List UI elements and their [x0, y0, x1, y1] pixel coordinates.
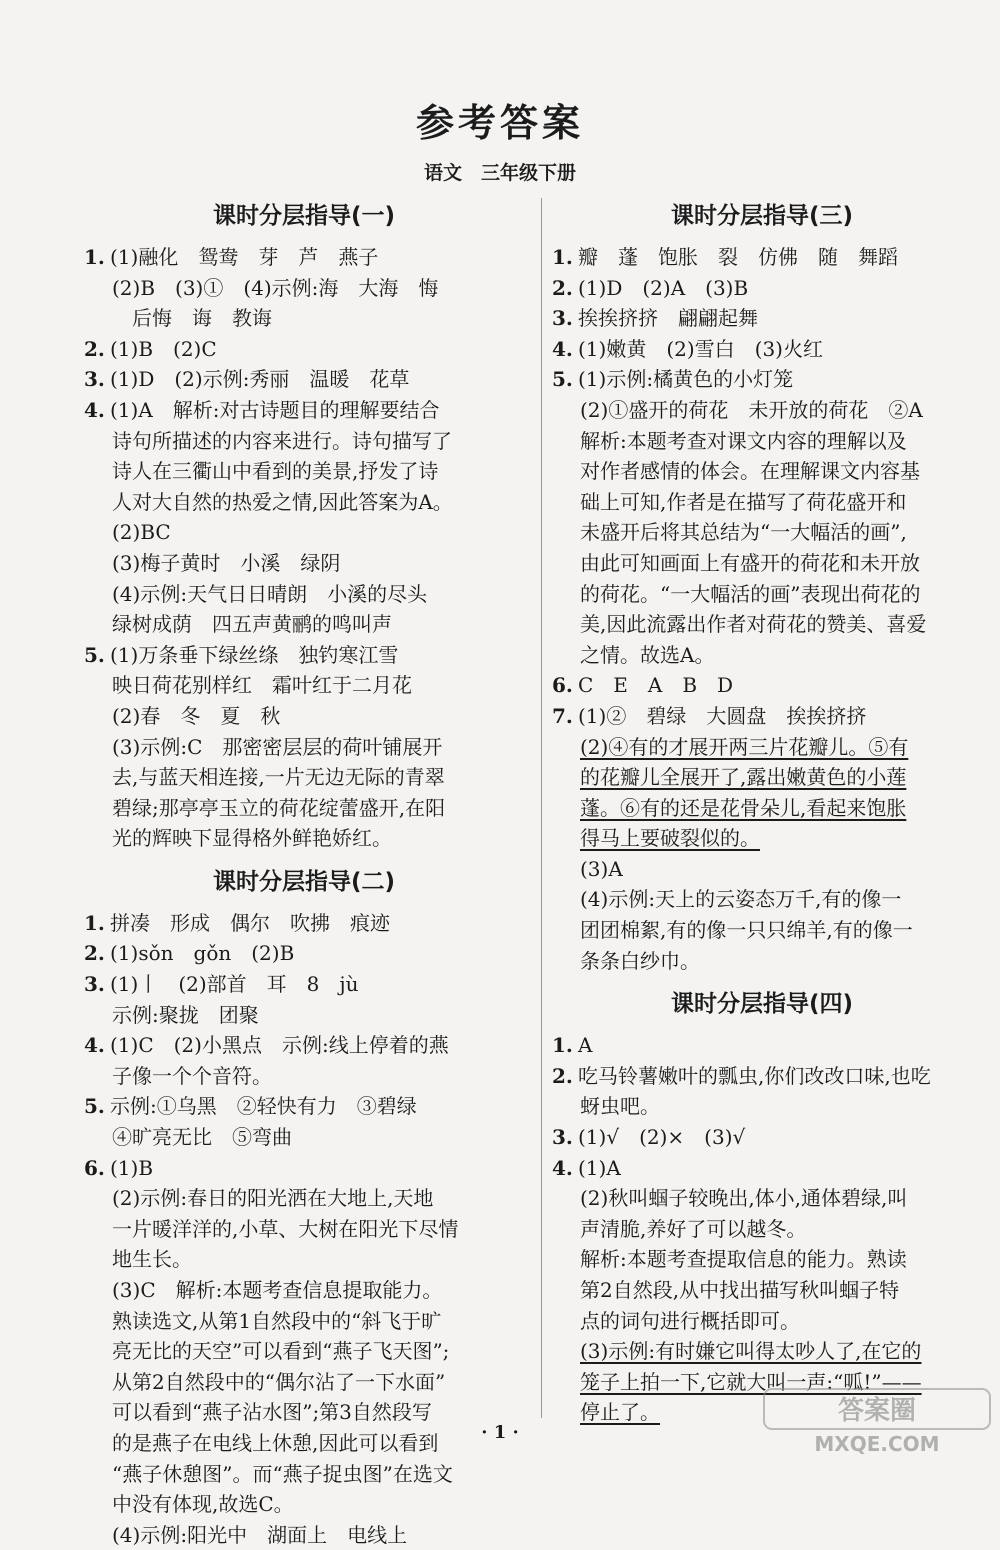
answer-text: 解析:本题考查提取信息的能力。熟读 — [580, 1247, 907, 1272]
answer-text: (2)B (3)① (4)示例:海 大海 悔 — [112, 275, 439, 300]
answer-text: (2)秋叫蝈子较晚出,体小,通体碧绿,叫 — [580, 1186, 908, 1211]
answer-text: A — [578, 1033, 593, 1058]
answer-text: C E A B D — [578, 673, 734, 698]
question-number: 1. — [84, 910, 105, 935]
answer-text: (2)④有的才展开两三片花瓣儿。⑤有 — [580, 734, 909, 759]
answer-line — [552, 456, 972, 487]
answer-line — [552, 273, 972, 304]
answer-text: 亮无比的天空”可以看到“燕子飞天图”; — [112, 1339, 450, 1364]
answer-line — [84, 670, 524, 701]
answer-line — [84, 1153, 524, 1184]
watermark-url: MXQE.COM — [814, 1432, 940, 1456]
answer-text: 第2自然段,从中找出描写秋叫蝈子特 — [580, 1278, 900, 1302]
answer-line — [552, 823, 972, 854]
answer-line — [552, 915, 972, 946]
answer-text: 声清脆,养好了可以越冬。 — [580, 1216, 807, 1241]
answer-text: (1)√ (2)× (3)√ — [578, 1125, 746, 1150]
answer-line — [552, 793, 972, 824]
answer-text: 示例:①乌黑 ②轻快有力 ③碧绿 — [110, 1094, 417, 1119]
answer-text: (1)D (2)A (3)B — [578, 275, 749, 300]
answer-line — [84, 908, 524, 939]
answer-line — [84, 334, 524, 365]
answer-line — [84, 1091, 524, 1122]
answer-text: 映日荷花别样红 霜叶红于二月花 — [112, 673, 412, 698]
answer-line — [552, 670, 972, 701]
answer-line — [552, 426, 972, 457]
column-divider — [541, 198, 542, 1418]
answer-line — [84, 487, 524, 518]
answer-text: (1)D (2)示例:秀丽 温暖 花草 — [110, 367, 410, 392]
question-number: 6. — [84, 1155, 105, 1180]
answer-line — [552, 1122, 972, 1153]
answer-text: 去,与蓝天相连接,一片无边无际的青翠 — [112, 765, 445, 790]
answer-text: 的花瓣儿全展开了,露出嫩黄色的小莲 — [580, 765, 907, 790]
answer-text: 的是燕子在电线上休憩,因此可以看到 — [112, 1430, 439, 1455]
answer-text: (1)嫩黄 (2)雪白 (3)火红 — [578, 336, 823, 361]
answer-line — [552, 609, 972, 640]
question-number: 3. — [552, 306, 573, 331]
question-number: 1. — [552, 245, 573, 269]
answer-line — [552, 395, 972, 426]
answer-line — [84, 969, 524, 1000]
watermark-logo — [762, 1387, 992, 1457]
answer-text: 笼子上拍一下,它就大叫一声:“呱!”—— — [580, 1369, 922, 1394]
answer-text: (1)示例:橘黄色的小灯笼 — [578, 367, 794, 392]
answer-line — [552, 487, 972, 518]
answer-text: (1)B (2)C — [110, 336, 217, 361]
section-4-answers — [552, 1030, 972, 1428]
question-number: 3. — [84, 367, 105, 392]
answer-text: 绿树成荫 四五声黄鹂的鸣叫声 — [112, 612, 392, 637]
answer-text: (1)sǒn gǒn (2)B — [110, 941, 295, 966]
answer-text: 美,因此流露出作者对荷花的赞美、喜爱 — [580, 612, 927, 637]
answer-text: (3)A — [580, 856, 623, 881]
answer-line — [552, 701, 972, 732]
answer-text: (1)丨 (2)部首 耳 8 jù — [110, 972, 359, 997]
question-number: 2. — [552, 275, 573, 300]
answer-line — [552, 1214, 972, 1245]
answer-line — [84, 364, 524, 395]
answer-text: (2)①盛开的荷花 未开放的荷花 ②A — [580, 397, 923, 422]
answer-line — [84, 1336, 524, 1367]
answer-text: 瓣 蓬 饱胀 裂 仿佛 随 舞蹈 — [578, 245, 898, 269]
section-2-answers — [84, 908, 524, 1550]
answer-line — [552, 640, 972, 671]
answer-line — [84, 273, 524, 304]
answer-line — [552, 334, 972, 365]
answer-text: 条条白纱巾。 — [580, 948, 700, 973]
answer-text: 对作者感情的体会。在理解课文内容基 — [580, 459, 920, 484]
answer-line — [84, 762, 524, 793]
answer-line — [552, 1061, 972, 1092]
answer-line — [84, 1183, 524, 1214]
answer-line — [84, 1030, 524, 1061]
answer-text: (3)C 解析:本题考查信息提取能力。 — [112, 1278, 443, 1302]
answer-line — [84, 1000, 524, 1031]
answer-line — [84, 938, 524, 969]
answer-text: (1)万条垂下绿丝绦 独钓寒江雪 — [110, 642, 399, 667]
answer-line — [552, 1336, 972, 1367]
answer-line — [84, 548, 524, 579]
answer-line — [84, 517, 524, 548]
question-number: 2. — [84, 941, 105, 966]
answer-line — [84, 1306, 524, 1337]
answer-text: 后悔 诲 教诲 — [112, 306, 272, 331]
answer-text: 可以看到“燕子沾水图”;第3自然段写 — [112, 1400, 432, 1425]
answer-line — [552, 1030, 972, 1061]
answer-text: ④旷亮无比 ⑤弯曲 — [112, 1125, 292, 1150]
answer-text: (1)融化 鸳鸯 芽 芦 燕子 — [110, 245, 379, 269]
answer-text: 蚜虫吧。 — [580, 1094, 660, 1119]
answer-line — [552, 946, 972, 977]
answer-text: 子像一个个音符。 — [112, 1063, 272, 1088]
watermark-text: 答案圈 — [837, 1396, 917, 1426]
answer-line — [552, 579, 972, 610]
answer-text: 碧绿;那亭亭玉立的荷花绽蕾盛开,在阳 — [112, 795, 446, 820]
question-number: 1. — [84, 245, 105, 269]
answer-line — [552, 1306, 972, 1337]
answer-text: 人对大自然的热爱之情,因此答案为A。 — [112, 489, 453, 514]
question-number: 7. — [552, 703, 573, 728]
question-number: 4. — [84, 1033, 105, 1058]
answer-text: 团团棉絮,有的像一只只绵羊,有的像一 — [580, 918, 913, 943]
answer-line — [552, 1183, 972, 1214]
question-number: 5. — [84, 1094, 105, 1119]
answer-line — [552, 364, 972, 395]
answer-line — [552, 1275, 972, 1306]
answer-line — [84, 1275, 524, 1306]
answer-line — [84, 1244, 524, 1275]
answer-text: 停止了。 — [580, 1400, 660, 1425]
answer-text: 由此可知画面上有盛开的荷花和未开放 — [580, 550, 920, 575]
answer-text: (1)② 碧绿 大圆盘 挨挨挤挤 — [578, 703, 867, 728]
answer-line — [552, 1091, 972, 1122]
answer-text: (3)梅子黄时 小溪 绿阴 — [112, 550, 341, 575]
answer-line — [84, 732, 524, 763]
answer-text: 一片暖洋洋的,小草、大树在阳光下尽情 — [112, 1216, 459, 1241]
question-number: 1. — [552, 1033, 573, 1058]
question-number: 2. — [84, 336, 105, 361]
answer-text: 从第2自然段中的“偶尔沾了一下水面” — [112, 1369, 446, 1394]
answer-text: 挨挨挤挤 翩翩起舞 — [578, 306, 758, 331]
answer-line — [84, 242, 524, 273]
section-heading-2: 课时分层指导(二) — [212, 868, 396, 895]
question-number: 4. — [552, 336, 573, 361]
answer-line — [552, 548, 972, 579]
answer-text: (1)B — [110, 1155, 154, 1180]
answer-text: 示例:聚拢 团聚 — [112, 1002, 259, 1027]
answer-line — [552, 1244, 972, 1275]
answer-text: (2)春 冬 夏 秋 — [112, 703, 281, 728]
answer-text: 点的词句进行概括即可。 — [580, 1308, 800, 1333]
answer-text: 解析:本题考查对课文内容的理解以及 — [580, 428, 907, 453]
answer-line — [84, 1489, 524, 1520]
section-heading-3: 课时分层指导(三) — [670, 203, 854, 229]
section-heading-1: 课时分层指导(一) — [212, 203, 396, 229]
answer-line — [84, 701, 524, 732]
answer-line — [552, 732, 972, 763]
answer-text: (4)示例:天上的云姿态万千,有的像一 — [580, 887, 902, 912]
page-number: · 1 · — [481, 1422, 519, 1443]
section-1-answers — [84, 242, 524, 854]
answer-line — [552, 854, 972, 885]
question-number: 6. — [552, 673, 573, 698]
answer-text: (1)C (2)小黑点 示例:线上停着的燕 — [110, 1033, 449, 1058]
page-subtitle: 语文 三年级下册 — [423, 162, 576, 184]
answer-text: 拼凑 形成 偶尔 吹拂 痕迹 — [110, 910, 390, 935]
question-number: 2. — [552, 1063, 573, 1088]
question-number: 5. — [84, 642, 105, 667]
page-title: 参考答案 — [415, 101, 584, 145]
answer-line — [552, 303, 972, 334]
answer-text: 吃马铃薯嫩叶的瓢虫,你们改改口味,也吃 — [578, 1063, 931, 1088]
answer-text: (1)A 解析:对古诗题目的理解要结合 — [110, 397, 440, 422]
question-number: 4. — [84, 397, 105, 422]
question-number: 5. — [552, 367, 573, 392]
answer-line — [84, 1214, 524, 1245]
answer-text: 地生长。 — [112, 1247, 192, 1272]
answer-line — [84, 303, 524, 334]
answer-line — [84, 1459, 524, 1490]
right-column — [552, 196, 972, 1428]
answer-line — [84, 793, 524, 824]
section-heading-4: 课时分层指导(四) — [670, 991, 854, 1018]
answer-text: (3)示例:有时嫌它叫得太吵人了,在它的 — [580, 1339, 922, 1364]
answer-line — [552, 1153, 972, 1184]
answer-line — [552, 884, 972, 915]
question-number: 3. — [84, 972, 105, 997]
answer-text: (1)A — [578, 1155, 621, 1180]
answer-text: 得马上要破裂似的。 — [580, 826, 760, 851]
section-3-answers — [552, 242, 972, 976]
answer-line — [84, 456, 524, 487]
answer-line — [84, 395, 524, 426]
answer-line — [552, 242, 972, 273]
answer-line — [84, 1122, 524, 1153]
answer-line — [84, 823, 524, 854]
answer-text: 础上可知,作者是在描写了荷花盛开和 — [580, 489, 907, 514]
answer-line — [84, 640, 524, 671]
question-number: 4. — [552, 1155, 573, 1180]
answer-text: 中没有体现,故选C。 — [112, 1492, 294, 1517]
answer-text: 光的辉映下显得格外鲜艳娇红。 — [112, 826, 392, 851]
question-number: 3. — [552, 1125, 573, 1150]
answer-text: 的荷花。“一大幅活的画”表现出荷花的 — [580, 581, 921, 606]
answer-line — [84, 426, 524, 457]
answer-text: 熟读选文,从第1自然段中的“斜飞于旷 — [112, 1308, 442, 1333]
answer-text: 诗人在三衢山中看到的美景,抒发了诗 — [112, 459, 439, 484]
answer-line — [84, 1367, 524, 1398]
answer-line — [84, 609, 524, 640]
answer-line — [84, 579, 524, 610]
answer-text: 蓬。⑥有的还是花骨朵儿,看起来饱胀 — [580, 795, 907, 820]
answer-text: (2)示例:春日的阳光洒在大地上,天地 — [112, 1186, 434, 1211]
answer-text: 未盛开后将其总结为“一大幅活的画”, — [580, 520, 907, 545]
answer-text: “燕子休憩图”。而“燕子捉虫图”在选文 — [112, 1461, 453, 1486]
answer-text: (4)示例:天气日日晴朗 小溪的尽头 — [112, 581, 428, 606]
answer-text: (2)BC — [112, 520, 171, 545]
answer-text: (4)示例:阳光中 湖面上 电线上 — [112, 1522, 408, 1547]
answer-line — [552, 762, 972, 793]
answer-line — [84, 1520, 524, 1550]
answer-text: 之情。故选A。 — [580, 642, 715, 667]
answer-text: 诗句所描述的内容来进行。诗句描写了 — [112, 428, 452, 453]
left-column — [84, 196, 524, 1550]
answer-text: (3)示例:C 那密密层层的荷叶铺展开 — [112, 734, 443, 759]
answer-line — [552, 517, 972, 548]
answer-line — [84, 1061, 524, 1092]
